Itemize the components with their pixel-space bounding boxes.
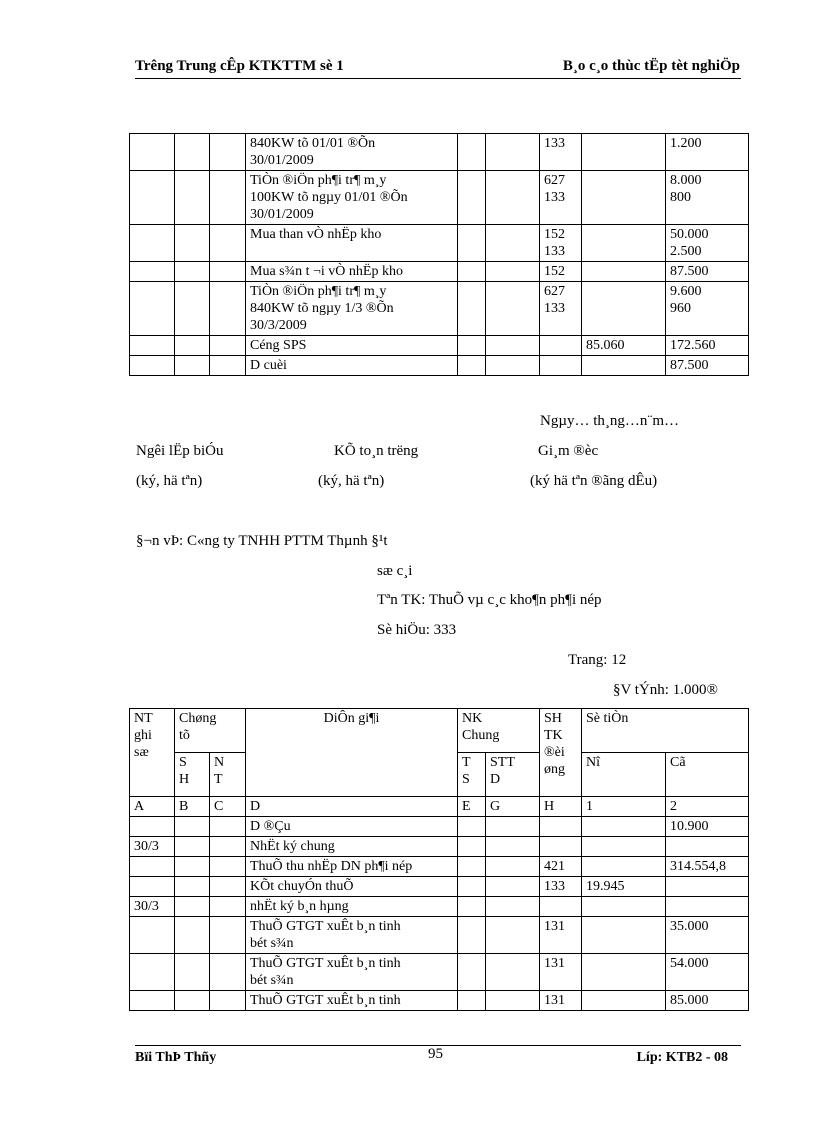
journal-page-cell [458,991,486,1011]
preparer-note: (ký, hä tªn) [136,473,203,489]
account-cell: 131 [540,917,582,954]
journal-page-cell [458,356,486,376]
ledger-table-333-body [130,817,749,1011]
journal-line-cell [486,262,540,282]
journal-line-cell [486,225,540,262]
date-cell [130,857,175,877]
letter-cell: E [458,797,486,817]
credit-cell [666,837,749,857]
account-cell: 421 [540,857,582,877]
doc-no-cell [175,837,210,857]
header-left: Trêng Trung cÊp KTKTTM sè 1 [135,58,344,74]
preparer-title: Ngêi lËp biÓu [136,443,224,459]
debit-cell [582,857,666,877]
doc-no-cell [175,134,210,171]
date-cell [130,356,175,376]
doc-date-cell [210,991,246,1011]
credit-cell: 314.554,8 [666,857,749,877]
doc-date-cell [210,282,246,336]
journal-page-cell [458,171,486,225]
table-row [130,356,749,376]
table-row [130,897,749,917]
unit-line: §¬n vÞ: C«ng ty TNHH PTTM Thµnh §¹t [136,533,388,549]
description-cell: ThuÕ GTGT xuÊt b¸n tinh bét s¾n [246,917,458,954]
debit-cell [582,262,666,282]
doc-no-cell [175,336,210,356]
date-cell [130,336,175,356]
journal-page-cell [458,877,486,897]
col-header-dien-giai: DiÔn gi¶i [246,709,458,797]
page-label: Trang: 12 [568,652,627,668]
date-cell [130,817,175,837]
journal-page-cell [458,897,486,917]
description-cell: Mua than vÒ nhËp kho [246,225,458,262]
table-row [130,262,749,282]
credit-cell: 35.000 [666,917,749,954]
col-header-sttd: STT D [486,753,540,797]
ledger-table-333-head [130,709,749,817]
credit-cell: 1.200 [666,134,749,171]
date-cell [130,954,175,991]
doc-no-cell [175,917,210,954]
description-cell: ThuÕ GTGT xuÊt b¸n tinh [246,991,458,1011]
col-header-sh-tk: SH TK ®èi øng [540,709,582,797]
doc-date-cell [210,857,246,877]
table-row [130,171,749,225]
credit-cell: 50.000 2.500 [666,225,749,262]
account-cell: 627 133 [540,171,582,225]
date-cell [130,262,175,282]
doc-date-cell [210,897,246,917]
description-cell: TiÒn ®iÖn ph¶i tr¶ m¸y 100KW tõ ngµy 01/01 ®Õn 30/01/2009 [246,171,458,225]
credit-cell [666,897,749,917]
doc-no-cell [175,356,210,376]
chief-accountant-note: (ký, hä tªn) [318,473,385,489]
journal-line-cell [486,356,540,376]
col-header-so-tien: Sè tiÒn [582,709,749,753]
description-cell: ThuÕ GTGT xuÊt b¸n tinh bét s¾n [246,954,458,991]
description-cell: TiÒn ®iÖn ph¶i tr¶ m¸y 840KW tõ ngµy 1/3 ®Õn 30/3/2009 [246,282,458,336]
doc-no-cell [175,817,210,837]
debit-cell [582,954,666,991]
letter-cell: B [175,797,210,817]
journal-page-cell [458,134,486,171]
journal-line-cell [486,897,540,917]
doc-no-cell [175,225,210,262]
header-right: B¸o c¸o thùc tËp tèt nghiÖp [562,58,740,74]
col-header-nk-chung: NK Chung [458,709,540,753]
credit-cell: 85.000 [666,991,749,1011]
date-cell [130,171,175,225]
doc-date-cell [210,262,246,282]
account-cell: 131 [540,991,582,1011]
account-cell [540,897,582,917]
currency-unit: §V tÝnh: 1.000® [613,682,718,698]
ledger-table-333 [129,708,749,1011]
credit-cell: 8.000 800 [666,171,749,225]
debit-cell [582,917,666,954]
doc-date-cell [210,336,246,356]
account-cell [540,336,582,356]
date-cell [130,134,175,171]
date-line: Ngµy… th¸ng…n¨m… [540,413,680,429]
date-cell [130,282,175,336]
description-cell: nhËt ký b¸n hµng [246,897,458,917]
date-cell [130,917,175,954]
col-header-ts: T S [458,753,486,797]
col-header-sh: S H [175,753,210,797]
doc-date-cell [210,356,246,376]
doc-no-cell [175,857,210,877]
doc-date-cell [210,837,246,857]
table-row [130,817,749,837]
journal-line-cell [486,954,540,991]
debit-cell [582,282,666,336]
account-cell [540,837,582,857]
ledger-table-top-body [130,134,749,376]
debit-cell: 19.945 [582,877,666,897]
col-header-nt: NT ghi sæ [130,709,175,797]
director-title: Gi¸m ®èc [538,443,599,459]
chief-accountant-title: KÕ to¸n trëng [334,443,419,459]
journal-page-cell [458,225,486,262]
doc-date-cell [210,954,246,991]
journal-page-cell [458,837,486,857]
description-cell: D cuèi [246,356,458,376]
journal-page-cell [458,262,486,282]
doc-date-cell [210,171,246,225]
debit-cell [582,817,666,837]
debit-cell: 85.060 [582,336,666,356]
table-row [130,282,749,336]
date-cell [130,991,175,1011]
journal-page-cell [458,817,486,837]
journal-page-cell [458,282,486,336]
account-cell: 133 [540,134,582,171]
description-cell: Mua s¾n t ¬i vÒ nhËp kho [246,262,458,282]
date-cell [130,225,175,262]
account-cell: 152 133 [540,225,582,262]
description-cell: Céng SPS [246,336,458,356]
debit-cell [582,897,666,917]
doc-date-cell [210,877,246,897]
director-note: (ký hä tªn ®ãng dÊu) [530,473,658,489]
debit-cell [582,991,666,1011]
table-row [130,134,749,171]
col-header-chung-tu: Chøng tõ [175,709,246,753]
description-cell: KÕt chuyÓn thuÕ [246,877,458,897]
account-cell [540,817,582,837]
account-number: Sè hiÖu: 333 [377,622,457,638]
letter-cell: 1 [582,797,666,817]
description-cell: NhËt ký chung [246,837,458,857]
journal-line-cell [486,134,540,171]
credit-cell: 87.500 [666,262,749,282]
letter-cell: G [486,797,540,817]
footer-right: Líp: KTB2 - 08 [636,1050,728,1065]
description-cell: D ®Çu [246,817,458,837]
col-header-nt2: N T [210,753,246,797]
table-row [130,991,749,1011]
account-cell: 152 [540,262,582,282]
col-header-no: Nî [582,753,666,797]
table-row [130,954,749,991]
debit-cell [582,171,666,225]
journal-line-cell [486,171,540,225]
doc-no-cell [175,282,210,336]
letter-cell: C [210,797,246,817]
doc-date-cell [210,917,246,954]
account-cell: 627 133 [540,282,582,336]
journal-line-cell [486,282,540,336]
date-cell: 30/3 [130,897,175,917]
description-cell: 840KW tõ 01/01 ®Õn 30/01/2009 [246,134,458,171]
journal-line-cell [486,817,540,837]
table-row [130,857,749,877]
debit-cell [582,356,666,376]
doc-no-cell [175,262,210,282]
letter-cell: A [130,797,175,817]
debit-cell [582,225,666,262]
table-row [130,837,749,857]
account-cell [540,356,582,376]
doc-date-cell [210,225,246,262]
journal-line-cell [486,837,540,857]
page-number: 95 [428,1046,443,1062]
doc-no-cell [175,954,210,991]
credit-cell [666,877,749,897]
journal-page-cell [458,857,486,877]
journal-line-cell [486,877,540,897]
letter-cell: D [246,797,458,817]
description-cell: ThuÕ thu nhËp DN ph¶i nép [246,857,458,877]
doc-date-cell [210,134,246,171]
doc-no-cell [175,991,210,1011]
doc-date-cell [210,817,246,837]
table-row [130,877,749,897]
doc-no-cell [175,171,210,225]
account-cell: 131 [540,954,582,991]
col-header-co: Cã [666,753,749,797]
footer-left: Bïi ThÞ Thñy [135,1050,217,1065]
date-cell [130,877,175,897]
journal-line-cell [486,991,540,1011]
date-cell: 30/3 [130,837,175,857]
account-name: Tªn TK: ThuÕ vµ c¸c kho¶n ph¶i nép [377,592,602,608]
credit-cell: 10.900 [666,817,749,837]
doc-no-cell [175,897,210,917]
credit-cell: 54.000 [666,954,749,991]
credit-cell: 87.500 [666,356,749,376]
journal-line-cell [486,917,540,954]
credit-cell: 9.600 960 [666,282,749,336]
doc-no-cell [175,877,210,897]
journal-page-cell [458,336,486,356]
debit-cell [582,837,666,857]
table-row [130,336,749,356]
journal-line-cell [486,336,540,356]
account-cell: 133 [540,877,582,897]
header-rule [135,78,741,79]
letter-cell: H [540,797,582,817]
journal-page-cell [458,917,486,954]
table-row [130,225,749,262]
journal-line-cell [486,857,540,877]
debit-cell [582,134,666,171]
credit-cell: 172.560 [666,336,749,356]
journal-page-cell [458,954,486,991]
letter-cell: 2 [666,797,749,817]
table-row [130,917,749,954]
ledger-table-top [129,133,749,376]
book-title: sæ c¸i [377,563,413,579]
